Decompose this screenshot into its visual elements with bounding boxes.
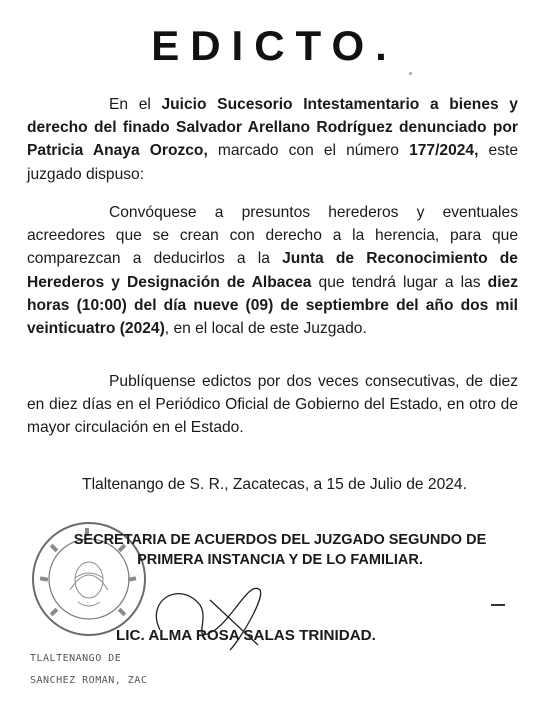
p2-text-a: Convóquese a presuntos herederos y eventuales acreedores que se crean con derecho a la herencia, para que comparezcan a deducirlos a la: [27, 204, 518, 268]
p1-text-a: En el: [109, 96, 162, 113]
paragraph-publication: Publíquense edictos por dos veces consecutivas, de diez en diez días en el Periódico Oficial de Gobierno del Estado, en otro de mayor circulación en el Estado.: [27, 373, 518, 437]
signer-name: LIC. ALMA ROSA SALAS TRINIDAD.: [116, 627, 376, 644]
seal-location-line1: TLALTENANGO DE: [30, 653, 122, 664]
place-and-date: Tlaltenango de S. R., Zacatecas, a 15 de Julio de 2024.: [82, 476, 467, 493]
p2-text-c: que tendrá lugar a las: [311, 273, 488, 291]
p1-case-name: Juicio Sucesorio Intestamentario a bienes y derecho del finado Salvador Arellano Rodríguez denunciado por Patricia Anaya Orozco,: [27, 96, 518, 160]
document-title: EDICTO.: [151, 22, 398, 69]
p1-text-c: marcado con el número: [207, 142, 410, 160]
p2-text-e: , en el local de este Juzgado.: [164, 320, 367, 338]
paragraph-summons: [27, 201, 518, 340]
p1-text-e: este juzgado dispuso:: [27, 142, 518, 183]
p2-meeting-date: diez horas (10:00) del día nueve (09) de septiembre del año dos mil veinticuatro (2024): [27, 273, 518, 338]
seal-location-line2: SANCHEZ ROMAN, ZAC: [30, 675, 148, 686]
p1-case-number: 177/2024,: [409, 142, 479, 160]
scan-speck: [409, 72, 412, 75]
paragraph-case: [27, 93, 518, 186]
stray-mark: [491, 604, 505, 606]
signature-scribble: [140, 560, 280, 660]
secretary-title: SECRETARIA DE ACUERDOS DEL JUZGADO SEGUNDO DE PRIMERA INSTANCIA Y DE LO FAMILIAR.: [73, 532, 487, 568]
seal-location-text: [30, 648, 147, 692]
p2-meeting-name: Junta de Reconocimiento de Herederos y Designación de Albacea: [27, 250, 518, 291]
